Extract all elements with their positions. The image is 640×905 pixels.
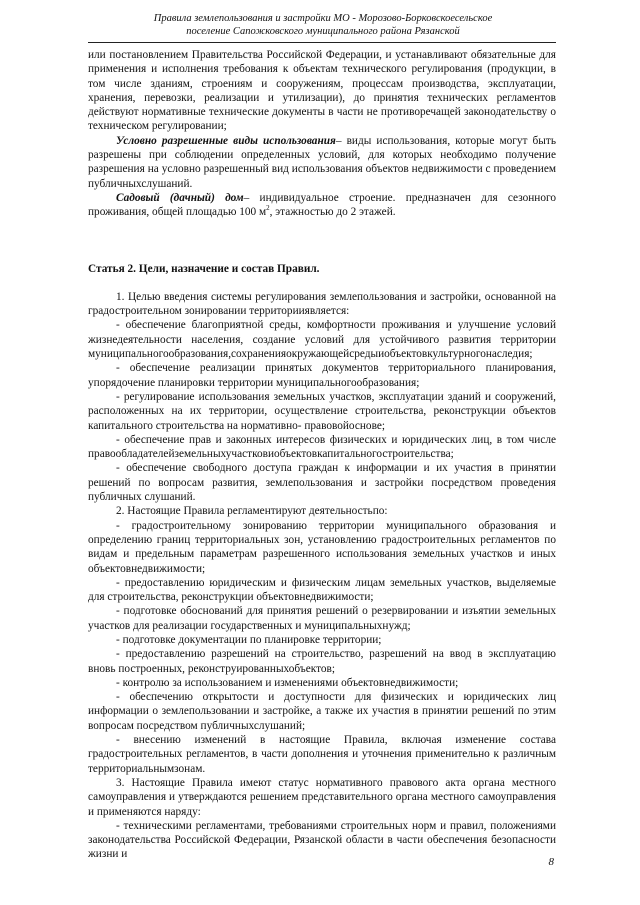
paragraph: - контролю за использованием и изменениями объектовнедвижимости; xyxy=(116,676,459,689)
paragraph: - подготовке обоснований для принятия решений о резервировании и изъятии земельных участков для реализации государственных и муниципальныхнужд; xyxy=(88,605,556,632)
definition-text: – индивидуальное строение. предназначен для сезонного проживания, общей площадью 100 м xyxy=(88,191,556,219)
article-heading: Статья 2. Цели, назначение и состав Правил. xyxy=(88,262,320,275)
definition-garden-house xyxy=(88,191,556,220)
definition-text: – виды использования, которые могут быть разрешены при соблюдении определенных условий, для которых необходимо получение разрешения на условно разрешенный вид использования объектов недвижимости с проведением публичныхслушаний. xyxy=(88,134,556,190)
paragraph: - обеспечению открытости и доступности для физических и юридических лиц информации о землепользовании и застройке, а также их участия в принятии решений по этим вопросам посредством публичныхслушаний; xyxy=(88,691,556,732)
paragraph: - подготовке документации по планировке территории; xyxy=(116,633,382,646)
definition-term: Садовый (дачный) дом xyxy=(116,191,244,204)
definition-continuation: или постановлением Правительства Российской Федерации, и устанавливают обязательные для применения и исполнения требования к объектам технического регулирования (продукции, в том числе зданиям, строениям и сооружениям, процессам производства, эксплуатации, хранения, перевозки, реализации и утилизации), до принятия технических регламентов действуют нормативные технические документы в части не противоречащей законодательству о техническом регулировании; xyxy=(88,49,556,133)
paragraph: 3. Настоящие Правила имеют статус нормативного правового акта органа местного самоуправления и утверждаются решением представительного органа местного самоуправления и применяются наряду: xyxy=(88,776,556,818)
running-header xyxy=(88,12,558,38)
header-line-1: Правила землепользования и застройки МО - Морозово-Борковскоесельское xyxy=(153,13,493,24)
superscript: 2 xyxy=(266,204,270,213)
page-body xyxy=(88,48,556,862)
paragraph: - обеспечение свободного доступа граждан к информации и их участия в принятии решений по вопросам развития, землепользования и застройки посредством проведения публичных слушаний. xyxy=(88,462,556,504)
definition-text: , этажностью до 2 этажей. xyxy=(269,206,396,219)
paragraph: - обеспечение реализации принятых документов территориального планирования, упорядочение планировки территории муниципальногообразования; xyxy=(88,362,556,389)
paragraph: 1. Целью введения системы регулирования землепользования и застройки, основанной на градостроительном зонировании территорииявляется: xyxy=(88,290,556,318)
paragraph: - регулирование использования земельных участков, эксплуатации зданий и сооружений, расположенных на их территории, осуществление строительства, реконструкции объектов капитального строительства на нормативно- правовойоснове; xyxy=(88,390,556,432)
paragraph: - предоставлению разрешений на строительство, разрешений на ввод в эксплуатацию вновь построенных, реконструированныхобъектов; xyxy=(88,648,556,675)
paragraph: 2. Настоящие Правила регламентируют деятельностьпо: xyxy=(116,505,388,518)
header-line-2: поселение Сапожковского муниципального района Рязанской xyxy=(186,26,460,37)
paragraph: - внесению изменений в настоящие Правила, включая изменение состава градостроительных регламентов, в части дополнения и уточнения применительно к различным территориальнымзонам. xyxy=(88,734,556,775)
paragraph: - предоставлению юридическим и физическим лицам земельных участков, выделяемые для строительства, реконструкции объектовнедвижимости; xyxy=(88,576,556,604)
page-number: 8 xyxy=(548,856,554,868)
paragraph: - обеспечение благоприятной среды, комфортности проживания и улучшение условий жизнедеятельности населения, создание условий для устойчивого развития территории муниципальногообразования,сохраненияокружающейсредыиобъектовкультурногонаследия; xyxy=(88,319,556,361)
definition-term: Условно разрешенные виды использования xyxy=(116,134,336,147)
header-divider xyxy=(88,42,556,43)
definition-conditional-use xyxy=(88,134,556,191)
paragraph: - обеспечение прав и законных интересов физических и юридических лиц, в том числе правообладателейземельныхучастковиобъектовкапитальногостроительства; xyxy=(88,433,556,461)
paragraph: - градостроительному зонированию территории муниципального образования и определению границ территориальных зон, установлению градостроительных регламентов по видам и предельным параметрам разрешенного использования земельных участков и иных объектовнедвижимости; xyxy=(88,519,556,575)
paragraph: - техническими регламентами, требованиями строительных норм и правил, положениями законодательства Российской Федерации, Рязанской области в части обеспечения безопасности жизни и xyxy=(88,819,556,861)
